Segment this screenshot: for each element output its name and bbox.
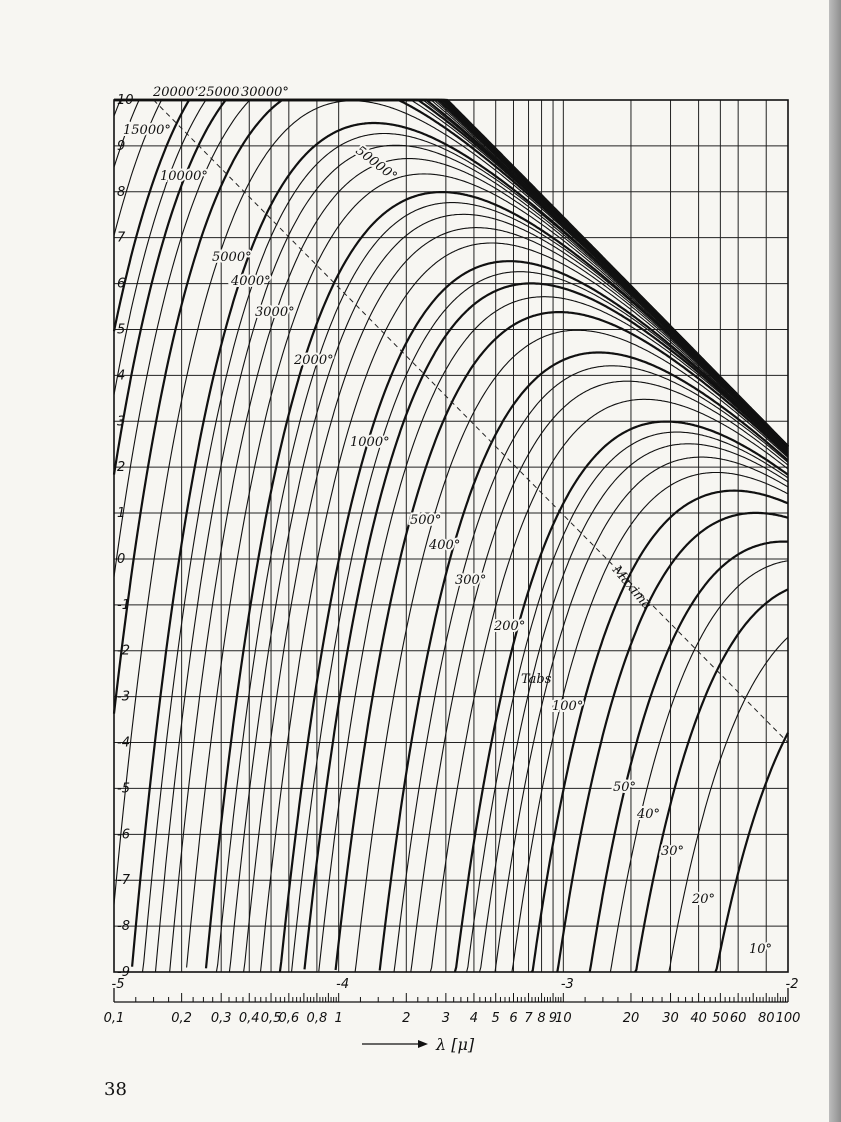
- y-tick-label: 4: [117, 368, 126, 384]
- x-tick-label: 100: [775, 1011, 801, 1026]
- decade-labels: [112, 977, 799, 992]
- x-tick-label: 9: [548, 1011, 558, 1026]
- x-tick-label: 6: [509, 1011, 518, 1026]
- decade-label: -4: [336, 977, 350, 992]
- curve-10K: [715, 733, 788, 972]
- curve-4000K: [114, 100, 788, 475]
- y-tick-label: 5: [117, 322, 126, 338]
- y-tick-label: -7: [117, 873, 130, 889]
- x-tick-label: 60: [729, 1011, 747, 1026]
- y-tick-label: 0: [117, 551, 126, 567]
- temperature-label: 100°: [552, 699, 584, 714]
- temperature-label: 15000°: [123, 123, 171, 138]
- x-tick-label: 80: [757, 1011, 775, 1026]
- y-tick-label: -3: [117, 689, 130, 705]
- x-tick-label: 4: [469, 1011, 479, 1026]
- y-tick-label: -9: [117, 965, 130, 980]
- y-tick-label: -8: [117, 919, 130, 935]
- temperature-label: 10000°: [160, 169, 208, 184]
- x-tick-label: 20: [622, 1011, 640, 1026]
- y-tick-label: 1: [117, 506, 126, 522]
- x-tick-label: 50: [712, 1011, 729, 1026]
- x-tick-label: 7: [524, 1011, 533, 1026]
- curve-1200K: [187, 174, 788, 968]
- decade-label: -5: [111, 977, 125, 992]
- axis-arrow: [362, 1040, 428, 1048]
- curve-80K: [480, 444, 789, 972]
- x-axis-title: λ [μ]: [436, 1035, 475, 1054]
- tabs-label: Tabs: [521, 672, 552, 687]
- y-tick-label: 7: [117, 230, 126, 246]
- decade-label: -2: [785, 977, 799, 992]
- x-tick-label: 8: [537, 1011, 546, 1026]
- curve-2500K: [114, 101, 788, 905]
- x-tick-label: 1: [334, 1011, 343, 1026]
- curve-200K: [380, 353, 788, 971]
- x-tick-label: 0,2: [171, 1011, 192, 1026]
- x-tick-label: 3: [441, 1011, 451, 1026]
- y-tick-label: -1: [117, 597, 130, 613]
- x-axis-tick-labels: [104, 1011, 801, 1026]
- curve-30K: [590, 542, 788, 972]
- temperature-label: 30000°: [241, 85, 289, 100]
- temperature-label: 50000°: [352, 143, 400, 185]
- x-tick-label: 30: [662, 1011, 679, 1026]
- y-tick-label: 3: [117, 414, 126, 430]
- x-tick-label: 0,4: [238, 1011, 260, 1026]
- curve-15K: [668, 637, 789, 972]
- temperature-label: 4000°: [231, 274, 271, 289]
- x-tick-label: 0,1: [103, 1011, 125, 1026]
- temperature-label: 50°: [613, 780, 637, 795]
- curve-20K: [635, 589, 788, 972]
- temperature-label: 20°: [692, 892, 716, 907]
- temperature-label: 300°: [455, 573, 487, 588]
- temperature-label: 500°: [410, 513, 442, 528]
- page-number: 38: [104, 1079, 127, 1100]
- y-tick-label: -5: [117, 781, 130, 797]
- x-tick-label: 40: [690, 1011, 707, 1026]
- temperature-label: 5000°: [212, 250, 252, 265]
- x-tick-label: 5: [491, 1011, 500, 1026]
- temperature-label: 40°: [637, 807, 661, 822]
- decade-label: -3: [560, 977, 574, 992]
- y-tick-label: 9: [117, 138, 126, 154]
- x-tick-label: 0,3: [210, 1011, 232, 1026]
- curve-70K: [495, 457, 788, 971]
- y-tick-label: 8: [117, 184, 126, 200]
- plot-frame: [114, 100, 788, 972]
- temperature-label: 1000°: [350, 435, 390, 450]
- y-tick-label: 10: [117, 93, 134, 108]
- temperature-label: 200°: [494, 619, 526, 634]
- maxima-label: Maxima: [608, 562, 655, 613]
- x-tick-label: 0,5: [260, 1011, 282, 1026]
- y-tick-label: 6: [117, 276, 126, 292]
- x-tick-label: 2: [402, 1011, 411, 1026]
- y-tick-label: -2: [117, 643, 130, 659]
- temperature-label: 25000°: [198, 85, 246, 100]
- y-tick-label: -4: [117, 735, 130, 751]
- temperature-label: 400°: [429, 538, 461, 553]
- x-tick-label: 0,8: [306, 1011, 328, 1026]
- temperature-label: 30°: [661, 844, 685, 859]
- x-tick-label: 10: [555, 1011, 572, 1026]
- curve-175K: [394, 366, 788, 972]
- x-tick-label: 0,6: [278, 1011, 300, 1026]
- temperature-label: 2000°: [294, 353, 334, 368]
- y-tick-label: -6: [117, 827, 130, 843]
- y-tick-label: 2: [117, 460, 126, 476]
- temperature-label: 3000°: [255, 305, 295, 320]
- temperature-label: 20000°: [153, 85, 201, 100]
- grid: [114, 100, 788, 972]
- temperature-label: 10°: [749, 942, 773, 957]
- curves: [114, 100, 788, 972]
- x-axis-ruler: [114, 988, 788, 1002]
